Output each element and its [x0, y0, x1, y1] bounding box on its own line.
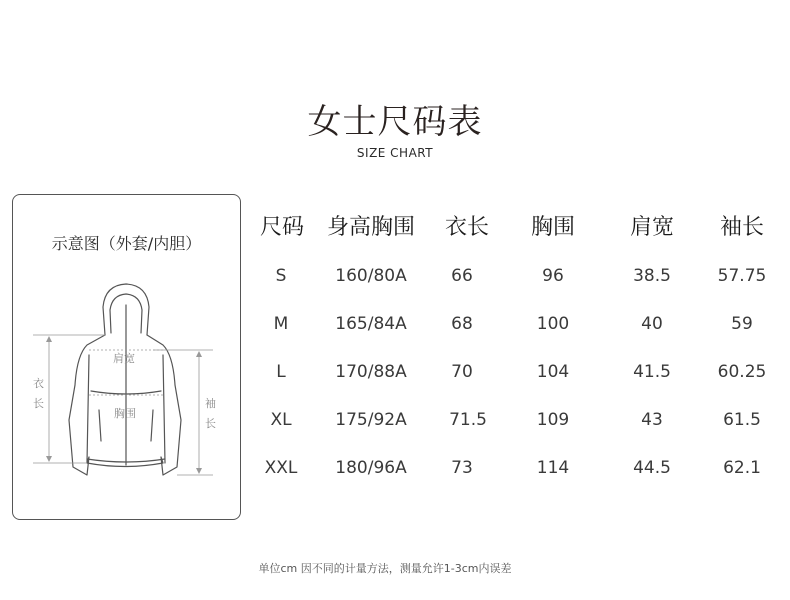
measurement-note: 单位cm 因不同的计量方法，测量允许1-3cm内误差 [258, 562, 512, 575]
header-shoulder: 肩宽 [629, 215, 675, 240]
cell-length: 66 [451, 266, 473, 286]
chest-label: 胸围 [114, 407, 136, 420]
torso-left-side [87, 355, 89, 463]
header-sleeve: 袖长 [719, 215, 765, 240]
header-height-chest: 身高胸围 [326, 215, 416, 240]
cell-length: 68 [451, 314, 473, 334]
torso-right-side [163, 355, 165, 463]
cell-size: XXL [264, 458, 298, 478]
sleeve-label-bottom: 长 [205, 417, 216, 430]
cell-height-chest: 160/80A [335, 266, 407, 286]
cell-size: S [275, 266, 287, 286]
header-chest: 胸围 [530, 215, 576, 240]
sleeve-arrow-top [196, 351, 202, 357]
page-title: 女士尺码表 [307, 102, 483, 142]
pocket-right [151, 410, 153, 441]
cell-chest: 104 [536, 362, 570, 382]
cell-size: L [276, 362, 286, 382]
length-arrow-bottom [46, 456, 52, 462]
pocket-left [99, 410, 101, 441]
cell-sleeve: 61.5 [723, 410, 761, 430]
cell-sleeve: 62.1 [723, 458, 761, 478]
cell-length: 70 [451, 362, 473, 382]
jacket-illustration [13, 195, 242, 521]
cell-height-chest: 165/84A [335, 314, 407, 334]
cell-shoulder: 41.5 [633, 362, 671, 382]
diagram-title: 示意图（外套/内胆） [51, 234, 202, 253]
cell-size: XL [270, 410, 292, 430]
cell-sleeve: 57.75 [717, 266, 767, 286]
cell-sleeve: 60.25 [717, 362, 767, 382]
cell-sleeve: 59 [731, 314, 753, 334]
cell-chest: 96 [542, 266, 564, 286]
cell-shoulder: 43 [641, 410, 663, 430]
cell-size: M [273, 314, 289, 334]
cell-shoulder: 38.5 [633, 266, 671, 286]
header-length: 衣长 [444, 215, 490, 240]
cell-shoulder: 40 [641, 314, 663, 334]
length-label-bottom: 长 [33, 397, 44, 410]
sleeve-label-top: 袖 [205, 397, 216, 410]
shoulder-label: 肩宽 [113, 352, 135, 365]
cell-chest: 100 [536, 314, 570, 334]
cell-height-chest: 175/92A [335, 410, 407, 430]
length-label-top: 衣 [33, 377, 44, 390]
page-subtitle: SIZE CHART [356, 146, 434, 160]
cell-length: 71.5 [449, 410, 487, 430]
diagram-panel [12, 194, 241, 520]
length-arrow-top [46, 336, 52, 342]
cell-chest: 114 [536, 458, 570, 478]
sleeve-arrow-bottom [196, 468, 202, 474]
cell-height-chest: 180/96A [335, 458, 407, 478]
cell-chest: 109 [536, 410, 570, 430]
header-size: 尺码 [259, 215, 305, 240]
cell-shoulder: 44.5 [633, 458, 671, 478]
cell-length: 73 [451, 458, 473, 478]
cell-height-chest: 170/88A [335, 362, 407, 382]
